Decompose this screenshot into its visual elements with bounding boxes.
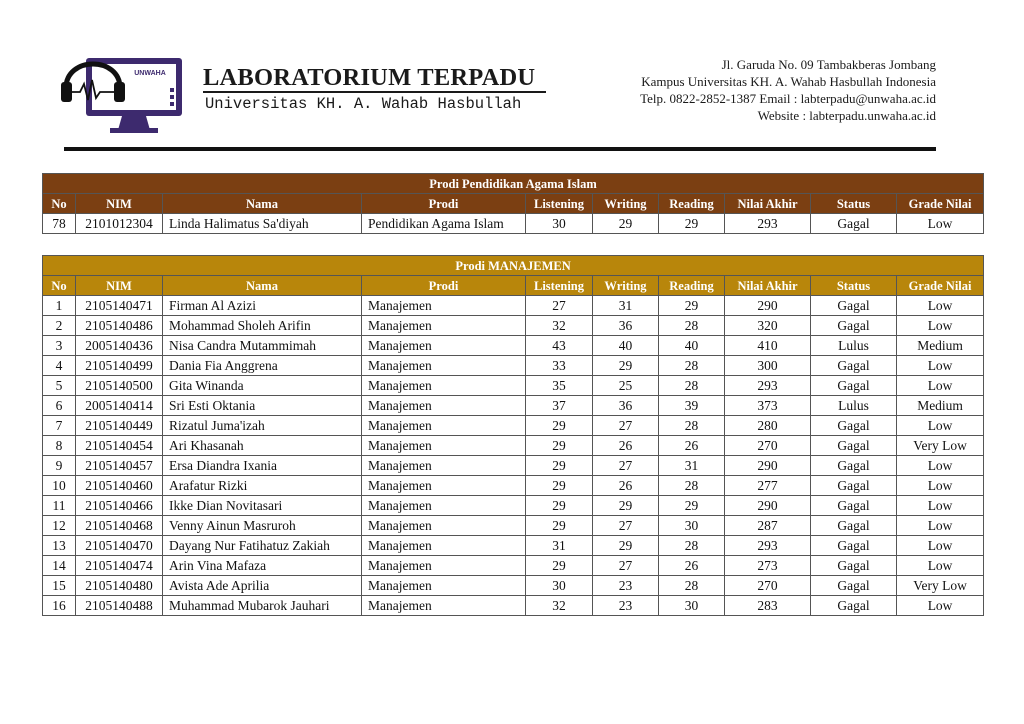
grade-cell: Low — [897, 536, 984, 556]
listening-score: 33 — [526, 356, 593, 376]
name-cell: Gita Winanda — [163, 376, 362, 396]
writing-score: 25 — [593, 376, 659, 396]
nim-cell: 2105140466 — [76, 496, 163, 516]
final-score: 287 — [725, 516, 811, 536]
status-cell: Gagal — [811, 556, 897, 576]
table-row — [43, 436, 984, 456]
listening-score: 31 — [526, 536, 593, 556]
nim-cell: 2105140488 — [76, 596, 163, 616]
reading-score: 26 — [659, 436, 725, 456]
final-score: 293 — [725, 214, 811, 234]
grade-cell: Medium — [897, 396, 984, 416]
status-cell: Gagal — [811, 516, 897, 536]
reading-score: 31 — [659, 456, 725, 476]
column-header: Nama — [163, 276, 362, 296]
reading-score: 28 — [659, 376, 725, 396]
final-score: 280 — [725, 416, 811, 436]
column-header: NIM — [76, 194, 163, 214]
prodi-cell: Manajemen — [362, 316, 526, 336]
prodi-cell: Manajemen — [362, 336, 526, 356]
listening-score: 29 — [526, 496, 593, 516]
column-header: No — [43, 194, 76, 214]
grade-cell: Low — [897, 496, 984, 516]
header-row — [43, 194, 984, 214]
nim-cell: 2005140436 — [76, 336, 163, 356]
table-caption: Prodi MANAJEMEN — [43, 256, 984, 276]
reading-score: 28 — [659, 356, 725, 376]
nim-cell: 2005140414 — [76, 396, 163, 416]
listening-score: 27 — [526, 296, 593, 316]
prodi-cell: Manajemen — [362, 576, 526, 596]
nim-cell: 2105140460 — [76, 476, 163, 496]
listening-score: 29 — [526, 476, 593, 496]
status-cell: Gagal — [811, 476, 897, 496]
grade-cell: Very Low — [897, 436, 984, 456]
column-header: Nama — [163, 194, 362, 214]
writing-score: 29 — [593, 214, 659, 234]
status-cell: Gagal — [811, 456, 897, 476]
prodi-cell: Manajemen — [362, 556, 526, 576]
name-cell: Linda Halimatus Sa'diyah — [163, 214, 362, 234]
university-name: Universitas KH. A. Wahab Hasbullah — [205, 95, 522, 113]
nim-cell: 2105140457 — [76, 456, 163, 476]
row-number: 14 — [43, 556, 76, 576]
letterhead-divider — [64, 147, 936, 151]
reading-score: 28 — [659, 316, 725, 336]
final-score: 283 — [725, 596, 811, 616]
nim-cell: 2105140471 — [76, 296, 163, 316]
address-line: Kampus Universitas KH. A. Wahab Hasbullah Indonesia — [641, 74, 936, 89]
column-header: Writing — [593, 194, 659, 214]
writing-score: 36 — [593, 396, 659, 416]
prodi-cell: Manajemen — [362, 416, 526, 436]
name-cell: Mohammad Sholeh Arifin — [163, 316, 362, 336]
nim-cell: 2105140468 — [76, 516, 163, 536]
column-header: Writing — [593, 276, 659, 296]
status-cell: Gagal — [811, 214, 897, 234]
prodi-cell: Manajemen — [362, 396, 526, 416]
listening-score: 37 — [526, 396, 593, 416]
listening-score: 30 — [526, 214, 593, 234]
name-cell: Nisa Candra Mutammimah — [163, 336, 362, 356]
table-row — [43, 356, 984, 376]
prodi-cell: Manajemen — [362, 356, 526, 376]
address-line: Jl. Garuda No. 09 Tambakberas Jombang — [721, 57, 936, 72]
table-row — [43, 536, 984, 556]
reading-score: 39 — [659, 396, 725, 416]
listening-score: 43 — [526, 336, 593, 356]
listening-score: 30 — [526, 576, 593, 596]
column-header: Status — [811, 194, 897, 214]
website-line: Website : labterpadu.unwaha.ac.id — [757, 108, 936, 123]
table-row — [43, 416, 984, 436]
writing-score: 23 — [593, 576, 659, 596]
nim-cell: 2105140474 — [76, 556, 163, 576]
name-cell: Firman Al Azizi — [163, 296, 362, 316]
grade-cell: Very Low — [897, 576, 984, 596]
writing-score: 26 — [593, 476, 659, 496]
table-row — [43, 476, 984, 496]
prodi-cell: Manajemen — [362, 376, 526, 396]
status-cell: Gagal — [811, 496, 897, 516]
grade-cell: Low — [897, 456, 984, 476]
status-cell: Gagal — [811, 596, 897, 616]
table-row — [43, 376, 984, 396]
writing-score: 23 — [593, 596, 659, 616]
contact-line: Telp. 0822-2852-1387 Email : labterpadu@unwaha.ac.id — [640, 91, 936, 106]
final-score: 290 — [725, 456, 811, 476]
title-underline — [203, 91, 546, 93]
reading-score: 40 — [659, 336, 725, 356]
final-score: 277 — [725, 476, 811, 496]
listening-score: 32 — [526, 596, 593, 616]
column-header: Status — [811, 276, 897, 296]
table-row — [43, 456, 984, 476]
column-header: NIM — [76, 276, 163, 296]
table-body — [43, 214, 984, 234]
prodi-cell: Pendidikan Agama Islam — [362, 214, 526, 234]
nim-cell: 2105140486 — [76, 316, 163, 336]
reading-score: 28 — [659, 416, 725, 436]
status-cell: Lulus — [811, 336, 897, 356]
final-score: 290 — [725, 296, 811, 316]
reading-score: 28 — [659, 536, 725, 556]
listening-score: 29 — [526, 416, 593, 436]
reading-score: 28 — [659, 476, 725, 496]
status-cell: Gagal — [811, 356, 897, 376]
row-number: 4 — [43, 356, 76, 376]
writing-score: 27 — [593, 516, 659, 536]
row-number: 5 — [43, 376, 76, 396]
column-header: Grade Nilai — [897, 276, 984, 296]
row-number: 1 — [43, 296, 76, 316]
final-score: 320 — [725, 316, 811, 336]
grade-cell: Low — [897, 596, 984, 616]
table-row — [43, 496, 984, 516]
table-row — [43, 296, 984, 316]
table-row — [43, 556, 984, 576]
grade-cell: Low — [897, 356, 984, 376]
row-number: 10 — [43, 476, 76, 496]
column-header: Nilai Akhir — [725, 276, 811, 296]
prodi-cell: Manajemen — [362, 516, 526, 536]
reading-score: 28 — [659, 576, 725, 596]
nim-cell: 2105140449 — [76, 416, 163, 436]
table-row — [43, 214, 984, 234]
reading-score: 30 — [659, 516, 725, 536]
table-pendidikan-agama-islam — [42, 173, 984, 234]
writing-score: 27 — [593, 556, 659, 576]
table-body — [43, 296, 984, 616]
prodi-cell: Manajemen — [362, 436, 526, 456]
prodi-cell: Manajemen — [362, 496, 526, 516]
row-number: 2 — [43, 316, 76, 336]
nim-cell: 2101012304 — [76, 214, 163, 234]
grade-cell: Low — [897, 556, 984, 576]
writing-score: 27 — [593, 416, 659, 436]
grade-cell: Low — [897, 516, 984, 536]
reading-score: 29 — [659, 296, 725, 316]
column-header: Listening — [526, 194, 593, 214]
row-number: 11 — [43, 496, 76, 516]
final-score: 293 — [725, 376, 811, 396]
name-cell: Arin Vina Mafaza — [163, 556, 362, 576]
name-cell: Sri Esti Oktania — [163, 396, 362, 416]
row-number: 3 — [43, 336, 76, 356]
name-cell: Avista Ade Aprilia — [163, 576, 362, 596]
name-cell: Dania Fia Anggrena — [163, 356, 362, 376]
reading-score: 26 — [659, 556, 725, 576]
status-cell: Gagal — [811, 536, 897, 556]
listening-score: 29 — [526, 456, 593, 476]
column-header: Reading — [659, 276, 725, 296]
prodi-cell: Manajemen — [362, 456, 526, 476]
writing-score: 40 — [593, 336, 659, 356]
reading-score: 30 — [659, 596, 725, 616]
name-cell: Ikke Dian Novitasari — [163, 496, 362, 516]
table-row — [43, 316, 984, 336]
logo-text: UNWAHA — [134, 70, 166, 77]
column-header: Prodi — [362, 276, 526, 296]
final-score: 300 — [725, 356, 811, 376]
name-cell: Arafatur Rizki — [163, 476, 362, 496]
nim-cell: 2105140454 — [76, 436, 163, 456]
table-row — [43, 596, 984, 616]
name-cell: Ari Khasanah — [163, 436, 362, 456]
writing-score: 31 — [593, 296, 659, 316]
grade-cell: Low — [897, 214, 984, 234]
writing-score: 27 — [593, 456, 659, 476]
writing-score: 29 — [593, 356, 659, 376]
row-number: 16 — [43, 596, 76, 616]
grade-cell: Low — [897, 476, 984, 496]
row-number: 8 — [43, 436, 76, 456]
status-cell: Gagal — [811, 316, 897, 336]
writing-score: 29 — [593, 536, 659, 556]
reading-score: 29 — [659, 496, 725, 516]
listening-score: 29 — [526, 556, 593, 576]
name-cell: Ersa Diandra Ixania — [163, 456, 362, 476]
row-number: 7 — [43, 416, 76, 436]
grade-cell: Low — [897, 376, 984, 396]
final-score: 273 — [725, 556, 811, 576]
grade-cell: Low — [897, 316, 984, 336]
status-cell: Gagal — [811, 576, 897, 596]
final-score: 290 — [725, 496, 811, 516]
name-cell: Venny Ainun Masruroh — [163, 516, 362, 536]
name-cell: Muhammad Mubarok Jauhari — [163, 596, 362, 616]
status-cell: Gagal — [811, 296, 897, 316]
prodi-cell: Manajemen — [362, 536, 526, 556]
column-header: Nilai Akhir — [725, 194, 811, 214]
row-number: 13 — [43, 536, 76, 556]
name-cell: Dayang Nur Fatihatuz Zakiah — [163, 536, 362, 556]
nim-cell: 2105140480 — [76, 576, 163, 596]
header-row — [43, 276, 984, 296]
status-cell: Gagal — [811, 436, 897, 456]
grade-cell: Low — [897, 416, 984, 436]
writing-score: 29 — [593, 496, 659, 516]
row-number: 6 — [43, 396, 76, 416]
listening-score: 29 — [526, 516, 593, 536]
table-manajemen — [42, 255, 984, 616]
listening-score: 29 — [526, 436, 593, 456]
final-score: 410 — [725, 336, 811, 356]
prodi-cell: Manajemen — [362, 476, 526, 496]
row-number: 78 — [43, 214, 76, 234]
final-score: 270 — [725, 576, 811, 596]
status-cell: Gagal — [811, 376, 897, 396]
nim-cell: 2105140470 — [76, 536, 163, 556]
reading-score: 29 — [659, 214, 725, 234]
status-cell: Lulus — [811, 396, 897, 416]
status-cell: Gagal — [811, 416, 897, 436]
listening-score: 35 — [526, 376, 593, 396]
nim-cell: 2105140499 — [76, 356, 163, 376]
address-block — [640, 56, 936, 124]
prodi-cell: Manajemen — [362, 596, 526, 616]
grade-cell: Low — [897, 296, 984, 316]
grade-cell: Medium — [897, 336, 984, 356]
column-header: Grade Nilai — [897, 194, 984, 214]
prodi-cell: Manajemen — [362, 296, 526, 316]
table-row — [43, 516, 984, 536]
writing-score: 26 — [593, 436, 659, 456]
nim-cell: 2105140500 — [76, 376, 163, 396]
column-header: Listening — [526, 276, 593, 296]
row-number: 9 — [43, 456, 76, 476]
row-number: 12 — [43, 516, 76, 536]
final-score: 373 — [725, 396, 811, 416]
table-caption: Prodi Pendidikan Agama Islam — [43, 174, 984, 194]
column-header: No — [43, 276, 76, 296]
table-row — [43, 576, 984, 596]
final-score: 270 — [725, 436, 811, 456]
listening-score: 32 — [526, 316, 593, 336]
name-cell: Rizatul Juma'izah — [163, 416, 362, 436]
final-score: 293 — [725, 536, 811, 556]
column-header: Reading — [659, 194, 725, 214]
column-header: Prodi — [362, 194, 526, 214]
lab-title: LABORATORIUM TERPADU — [203, 64, 536, 91]
row-number: 15 — [43, 576, 76, 596]
unwaha-logo — [58, 40, 190, 136]
writing-score: 36 — [593, 316, 659, 336]
table-row — [43, 336, 984, 356]
table-row — [43, 396, 984, 416]
